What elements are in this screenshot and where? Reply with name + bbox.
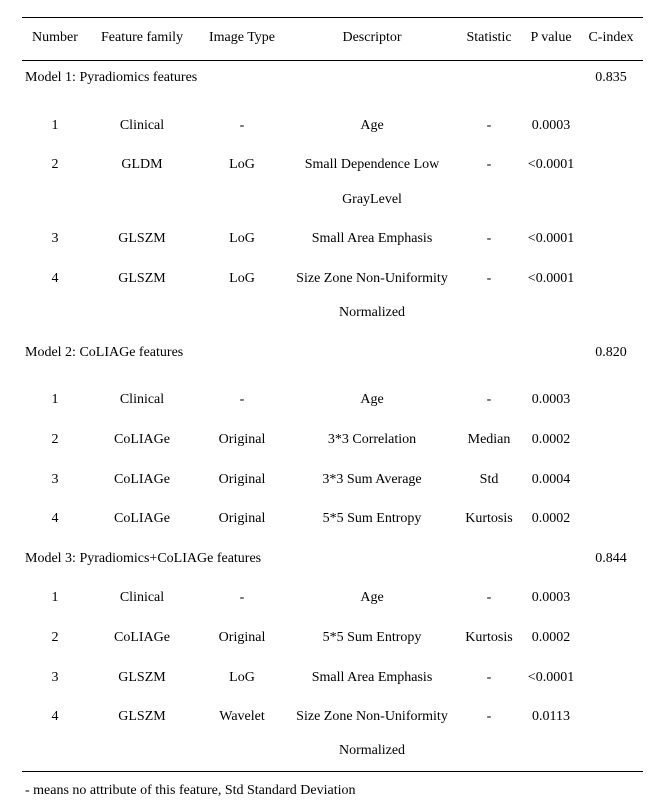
model-title: Model 3: Pyradiomics+CoLIAGe features [25, 551, 262, 566]
row-number: 2 [51, 630, 59, 645]
row-number: 1 [51, 590, 59, 605]
header-number: Number [32, 30, 78, 45]
row-feature-family: GLDM [121, 157, 163, 172]
header-c-index: C-index [588, 30, 634, 45]
row-descriptor: 5*5 Sum Entropy [322, 511, 422, 526]
row-descriptor: Small Area Emphasis [311, 670, 433, 685]
row-statistic: Kurtosis [465, 511, 513, 526]
row-number: 4 [51, 709, 59, 724]
row-p-value: <0.0001 [527, 231, 575, 246]
row-p-value: 0.0003 [531, 590, 571, 605]
row-p-value: 0.0002 [531, 511, 571, 526]
row-descriptor: 5*5 Sum Entropy [322, 630, 422, 645]
row-statistic: - [486, 709, 492, 724]
row-descriptor: 3*3 Correlation [327, 432, 417, 447]
row-p-value: <0.0001 [527, 271, 575, 286]
row-image-type: Original [218, 630, 266, 645]
row-number: 2 [51, 157, 59, 172]
row-p-value: 0.0003 [531, 392, 571, 407]
row-statistic: - [486, 231, 492, 246]
row-statistic: Std [479, 472, 499, 487]
row-feature-family: CoLIAGe [114, 630, 170, 645]
row-statistic: - [486, 392, 492, 407]
row-p-value: <0.0001 [527, 157, 575, 172]
row-feature-family: CoLIAGe [114, 472, 170, 487]
row-descriptor: Size Zone Non-Uniformity [296, 709, 448, 724]
row-statistic: - [486, 157, 492, 172]
c-index-value: 0.844 [595, 551, 627, 566]
table-bottom-rule [22, 771, 643, 772]
row-image-type: LoG [229, 271, 255, 286]
row-number: 1 [51, 118, 59, 133]
c-index-value: 0.820 [595, 345, 627, 360]
header-descriptor: Descriptor [342, 30, 402, 45]
row-statistic: Median [467, 432, 511, 447]
model-title: Model 1: Pyradiomics features [25, 70, 198, 85]
table-top-rule [22, 17, 643, 18]
row-statistic: - [486, 118, 492, 133]
header-rule [22, 60, 643, 61]
row-number: 3 [51, 472, 59, 487]
row-feature-family: Clinical [119, 118, 165, 133]
row-image-type: - [239, 590, 245, 605]
row-image-type: - [239, 118, 245, 133]
row-descriptor-continued: Normalized [338, 743, 406, 758]
row-image-type: - [239, 392, 245, 407]
table-footnote: - means no attribute of this feature, Std Standard Deviation [25, 783, 356, 798]
row-feature-family: Clinical [119, 392, 165, 407]
row-feature-family: GLSZM [118, 670, 166, 685]
header-feature-family: Feature family [100, 30, 184, 45]
row-image-type: LoG [229, 157, 255, 172]
row-p-value: 0.0113 [532, 709, 570, 724]
row-feature-family: GLSZM [118, 231, 166, 246]
row-feature-family: GLSZM [118, 271, 166, 286]
row-image-type: LoG [229, 231, 255, 246]
row-image-type: Wavelet [219, 709, 265, 724]
row-number: 4 [51, 511, 59, 526]
row-descriptor: Small Dependence Low [304, 157, 440, 172]
row-number: 4 [51, 271, 59, 286]
header-image-type: Image Type [208, 30, 276, 45]
c-index-value: 0.835 [595, 70, 627, 85]
row-number: 3 [51, 231, 59, 246]
row-feature-family: Clinical [119, 590, 165, 605]
row-statistic: Kurtosis [465, 630, 513, 645]
row-p-value: 0.0003 [531, 118, 571, 133]
row-descriptor-continued: Normalized [338, 305, 406, 320]
row-feature-family: CoLIAGe [114, 432, 170, 447]
row-statistic: - [486, 590, 492, 605]
row-descriptor: Age [360, 392, 384, 407]
row-feature-family: CoLIAGe [114, 511, 170, 526]
row-descriptor: Age [360, 590, 384, 605]
row-statistic: - [486, 670, 492, 685]
row-p-value: 0.0002 [531, 630, 571, 645]
header-p-value: P value [530, 30, 572, 45]
row-feature-family: GLSZM [118, 709, 166, 724]
row-number: 2 [51, 432, 59, 447]
row-descriptor-continued: GrayLevel [342, 192, 402, 207]
row-p-value: 0.0004 [531, 472, 571, 487]
row-statistic: - [486, 271, 492, 286]
row-image-type: LoG [229, 670, 255, 685]
row-p-value: <0.0001 [527, 670, 575, 685]
header-statistic: Statistic [466, 30, 512, 45]
model-title: Model 2: CoLIAGe features [25, 345, 184, 360]
row-descriptor: Size Zone Non-Uniformity [296, 271, 448, 286]
row-descriptor: Age [360, 118, 384, 133]
row-descriptor: Small Area Emphasis [311, 231, 433, 246]
row-p-value: 0.0002 [531, 432, 571, 447]
row-image-type: Original [218, 511, 266, 526]
row-image-type: Original [218, 432, 266, 447]
row-number: 3 [51, 670, 59, 685]
row-number: 1 [51, 392, 59, 407]
row-image-type: Original [218, 472, 266, 487]
row-descriptor: 3*3 Sum Average [322, 472, 422, 487]
